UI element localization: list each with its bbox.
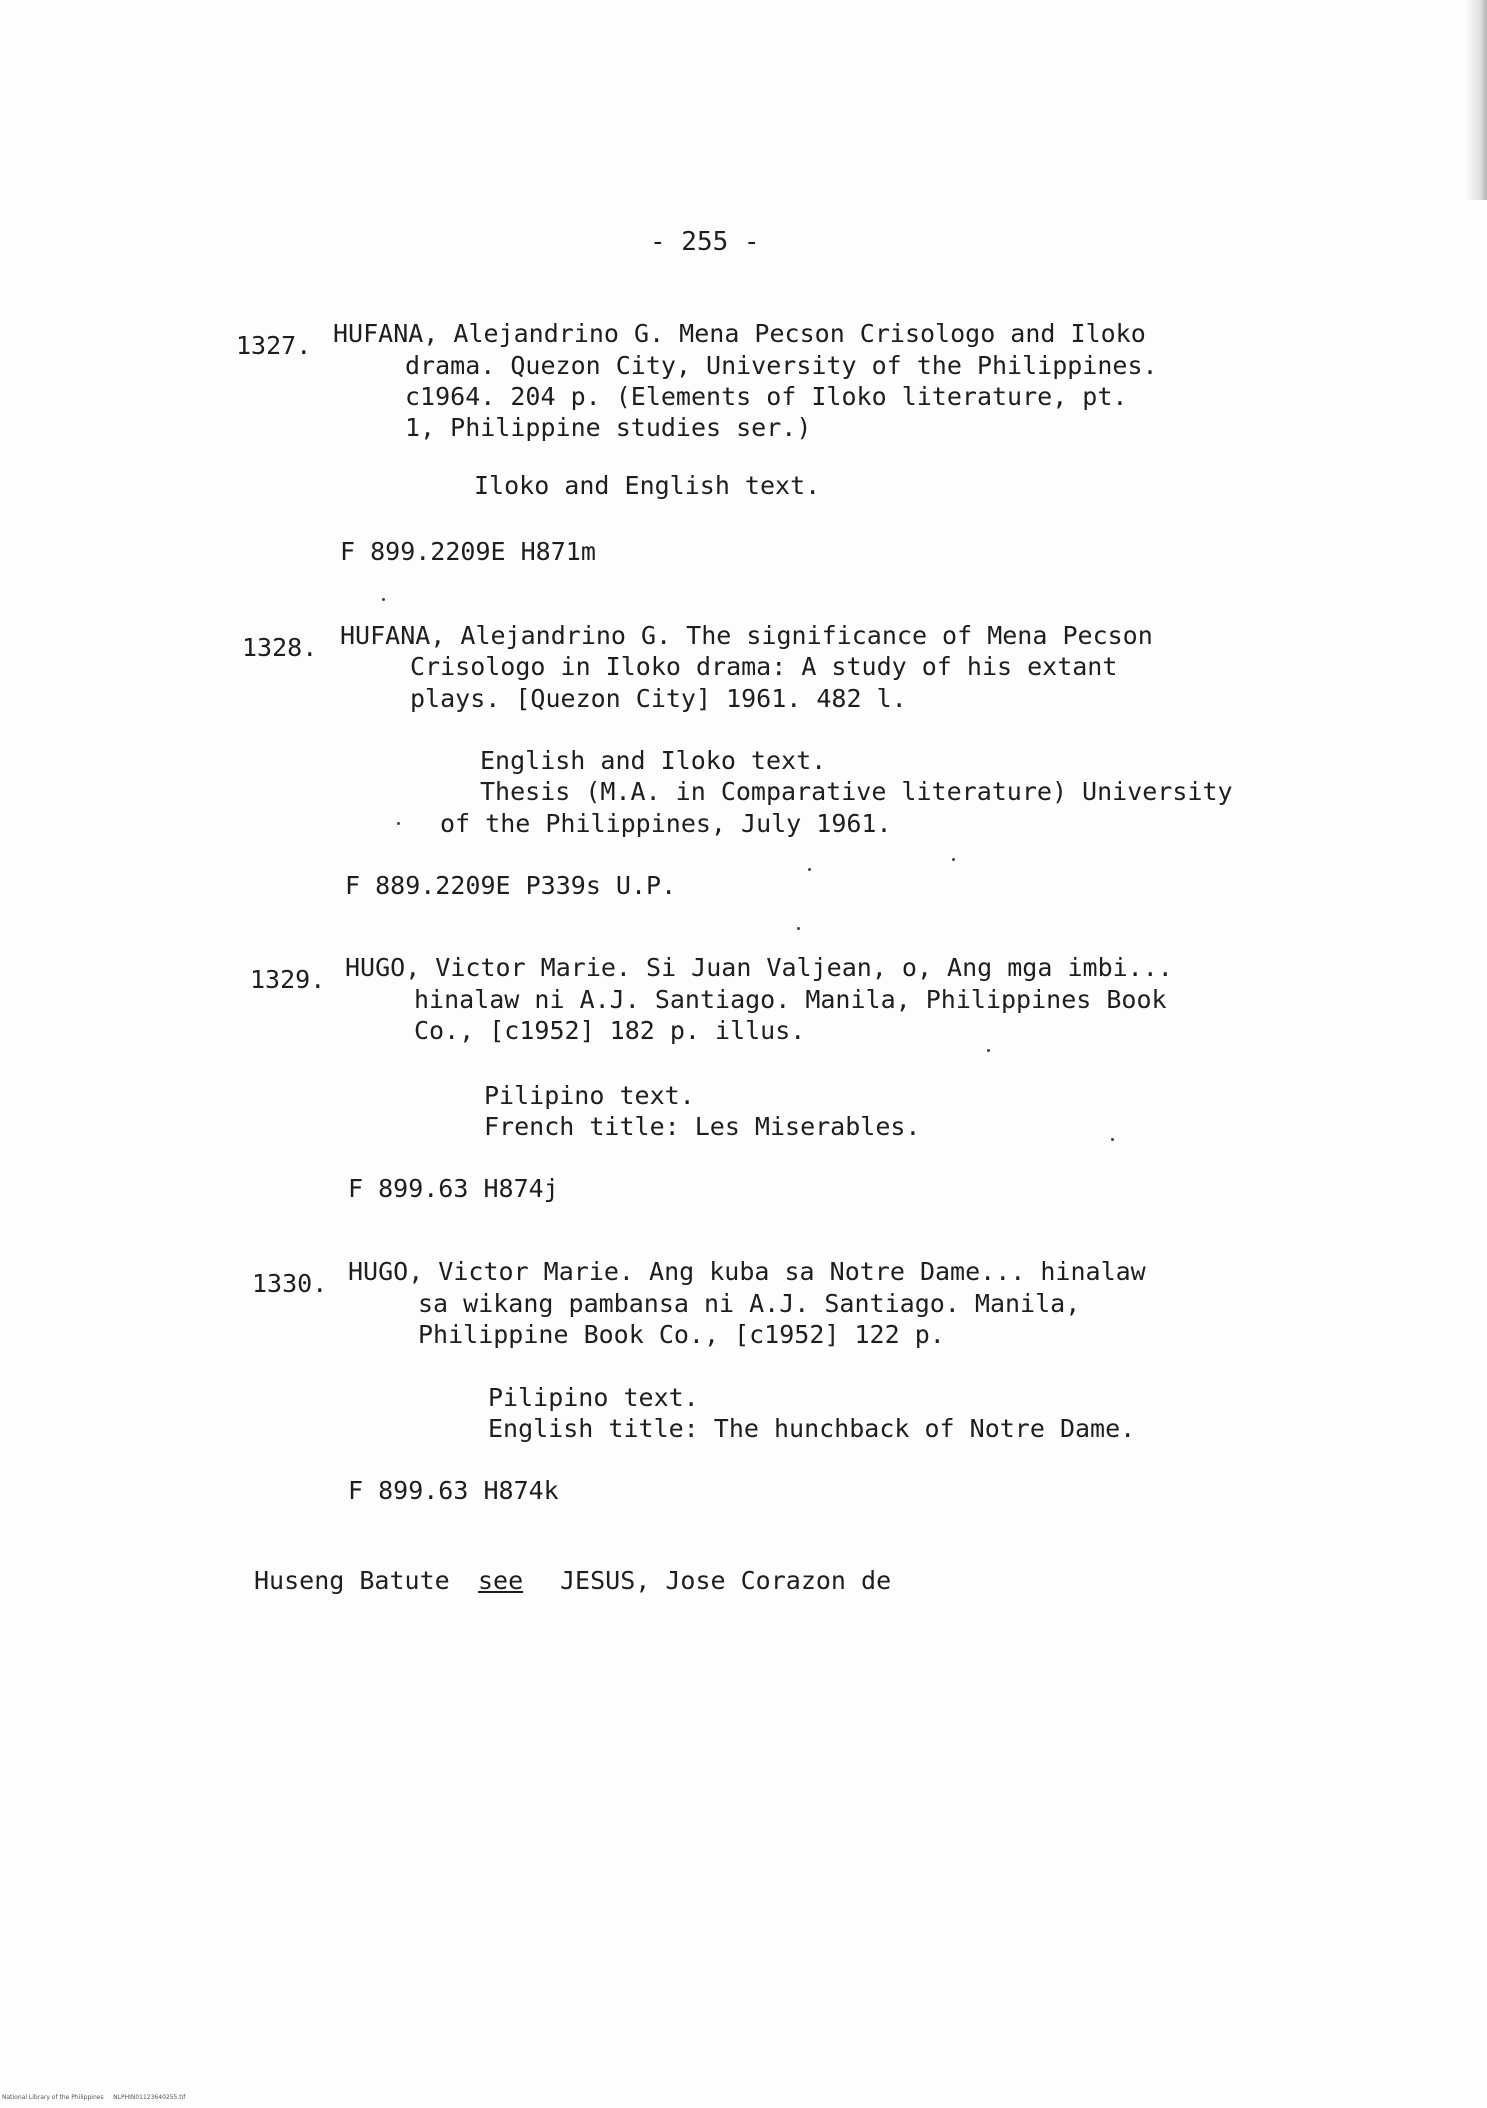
entry-number: 1329. — [250, 965, 326, 994]
entry-line: Co., [c1952] 182 p. illus. — [414, 1016, 806, 1045]
call-number: F 899.63 H874j — [348, 1174, 559, 1203]
cross-reference-target: JESUS, Jose Corazon de — [560, 1566, 892, 1595]
entry-note: Iloko and English text. — [474, 471, 821, 500]
cross-reference-see: see — [478, 1566, 524, 1595]
entry-line: 1, Philippine studies ser.) — [405, 413, 812, 442]
entry-note: of the Philippines, July 1961. — [440, 809, 892, 838]
scan-footer — [2, 2094, 185, 2102]
call-number: F 899.63 H874k — [348, 1476, 559, 1505]
footer-file: NLPHIN01123640255.tif — [113, 2094, 186, 2101]
entry-note: English and Iloko text. — [480, 746, 827, 775]
entry-note: French title: Les Miserables. — [484, 1112, 921, 1141]
entry-number: 1330. — [252, 1269, 328, 1298]
entry-line: c1964. 204 p. (Elements of Iloko literature, pt. — [405, 382, 1128, 411]
scan-speck — [797, 927, 800, 930]
entry-number: 1327. — [236, 331, 312, 360]
entry-line: plays. [Quezon City] 1961. 482 l. — [410, 684, 907, 713]
scan-speck — [382, 598, 385, 601]
scan-speck — [952, 858, 955, 861]
entry-line: HUFANA, Alejandrino G. Mena Pecson Crisologo and Iloko — [333, 319, 1146, 348]
page-number: - 255 - — [650, 227, 760, 257]
entry-line: hinalaw ni A.J. Santiago. Manila, Philippines Book — [414, 985, 1167, 1014]
scan-speck — [987, 1049, 990, 1052]
entry-note: Pilipino text. — [488, 1383, 699, 1412]
scan-speck — [397, 822, 400, 825]
call-number: F 889.2209E P339s U.P. — [345, 871, 677, 900]
entry-line: HUGO, Victor Marie. Si Juan Valjean, o, Ang mga imbi... — [345, 953, 1173, 982]
entry-line: Crisologo in Iloko drama: A study of his extant — [410, 652, 1118, 681]
call-number: F 899.2209E H871m — [340, 537, 596, 566]
scan-speck — [1111, 1138, 1114, 1141]
entry-line: sa wikang pambansa ni A.J. Santiago. Manila, — [418, 1289, 1081, 1318]
entry-line: HUGO, Victor Marie. Ang kuba sa Notre Dame... hinalaw — [348, 1257, 1146, 1286]
entry-number: 1328. — [242, 633, 318, 662]
entry-note: English title: The hunchback of Notre Dame. — [488, 1414, 1136, 1443]
entry-line: drama. Quezon City, University of the Philippines. — [405, 351, 1158, 380]
footer-library: National Library of the Philippines — [2, 2094, 104, 2101]
entry-line: Philippine Book Co., [c1952] 122 p. — [418, 1320, 945, 1349]
entry-note: Thesis (M.A. in Comparative literature) University — [480, 777, 1233, 806]
entry-line: HUFANA, Alejandrino G. The significance of Mena Pecson — [340, 621, 1153, 650]
cross-reference-heading: Huseng Batute — [254, 1566, 450, 1595]
entry-note: Pilipino text. — [484, 1081, 695, 1110]
scan-edge-shadow — [1465, 0, 1487, 200]
scan-speck — [808, 868, 811, 871]
